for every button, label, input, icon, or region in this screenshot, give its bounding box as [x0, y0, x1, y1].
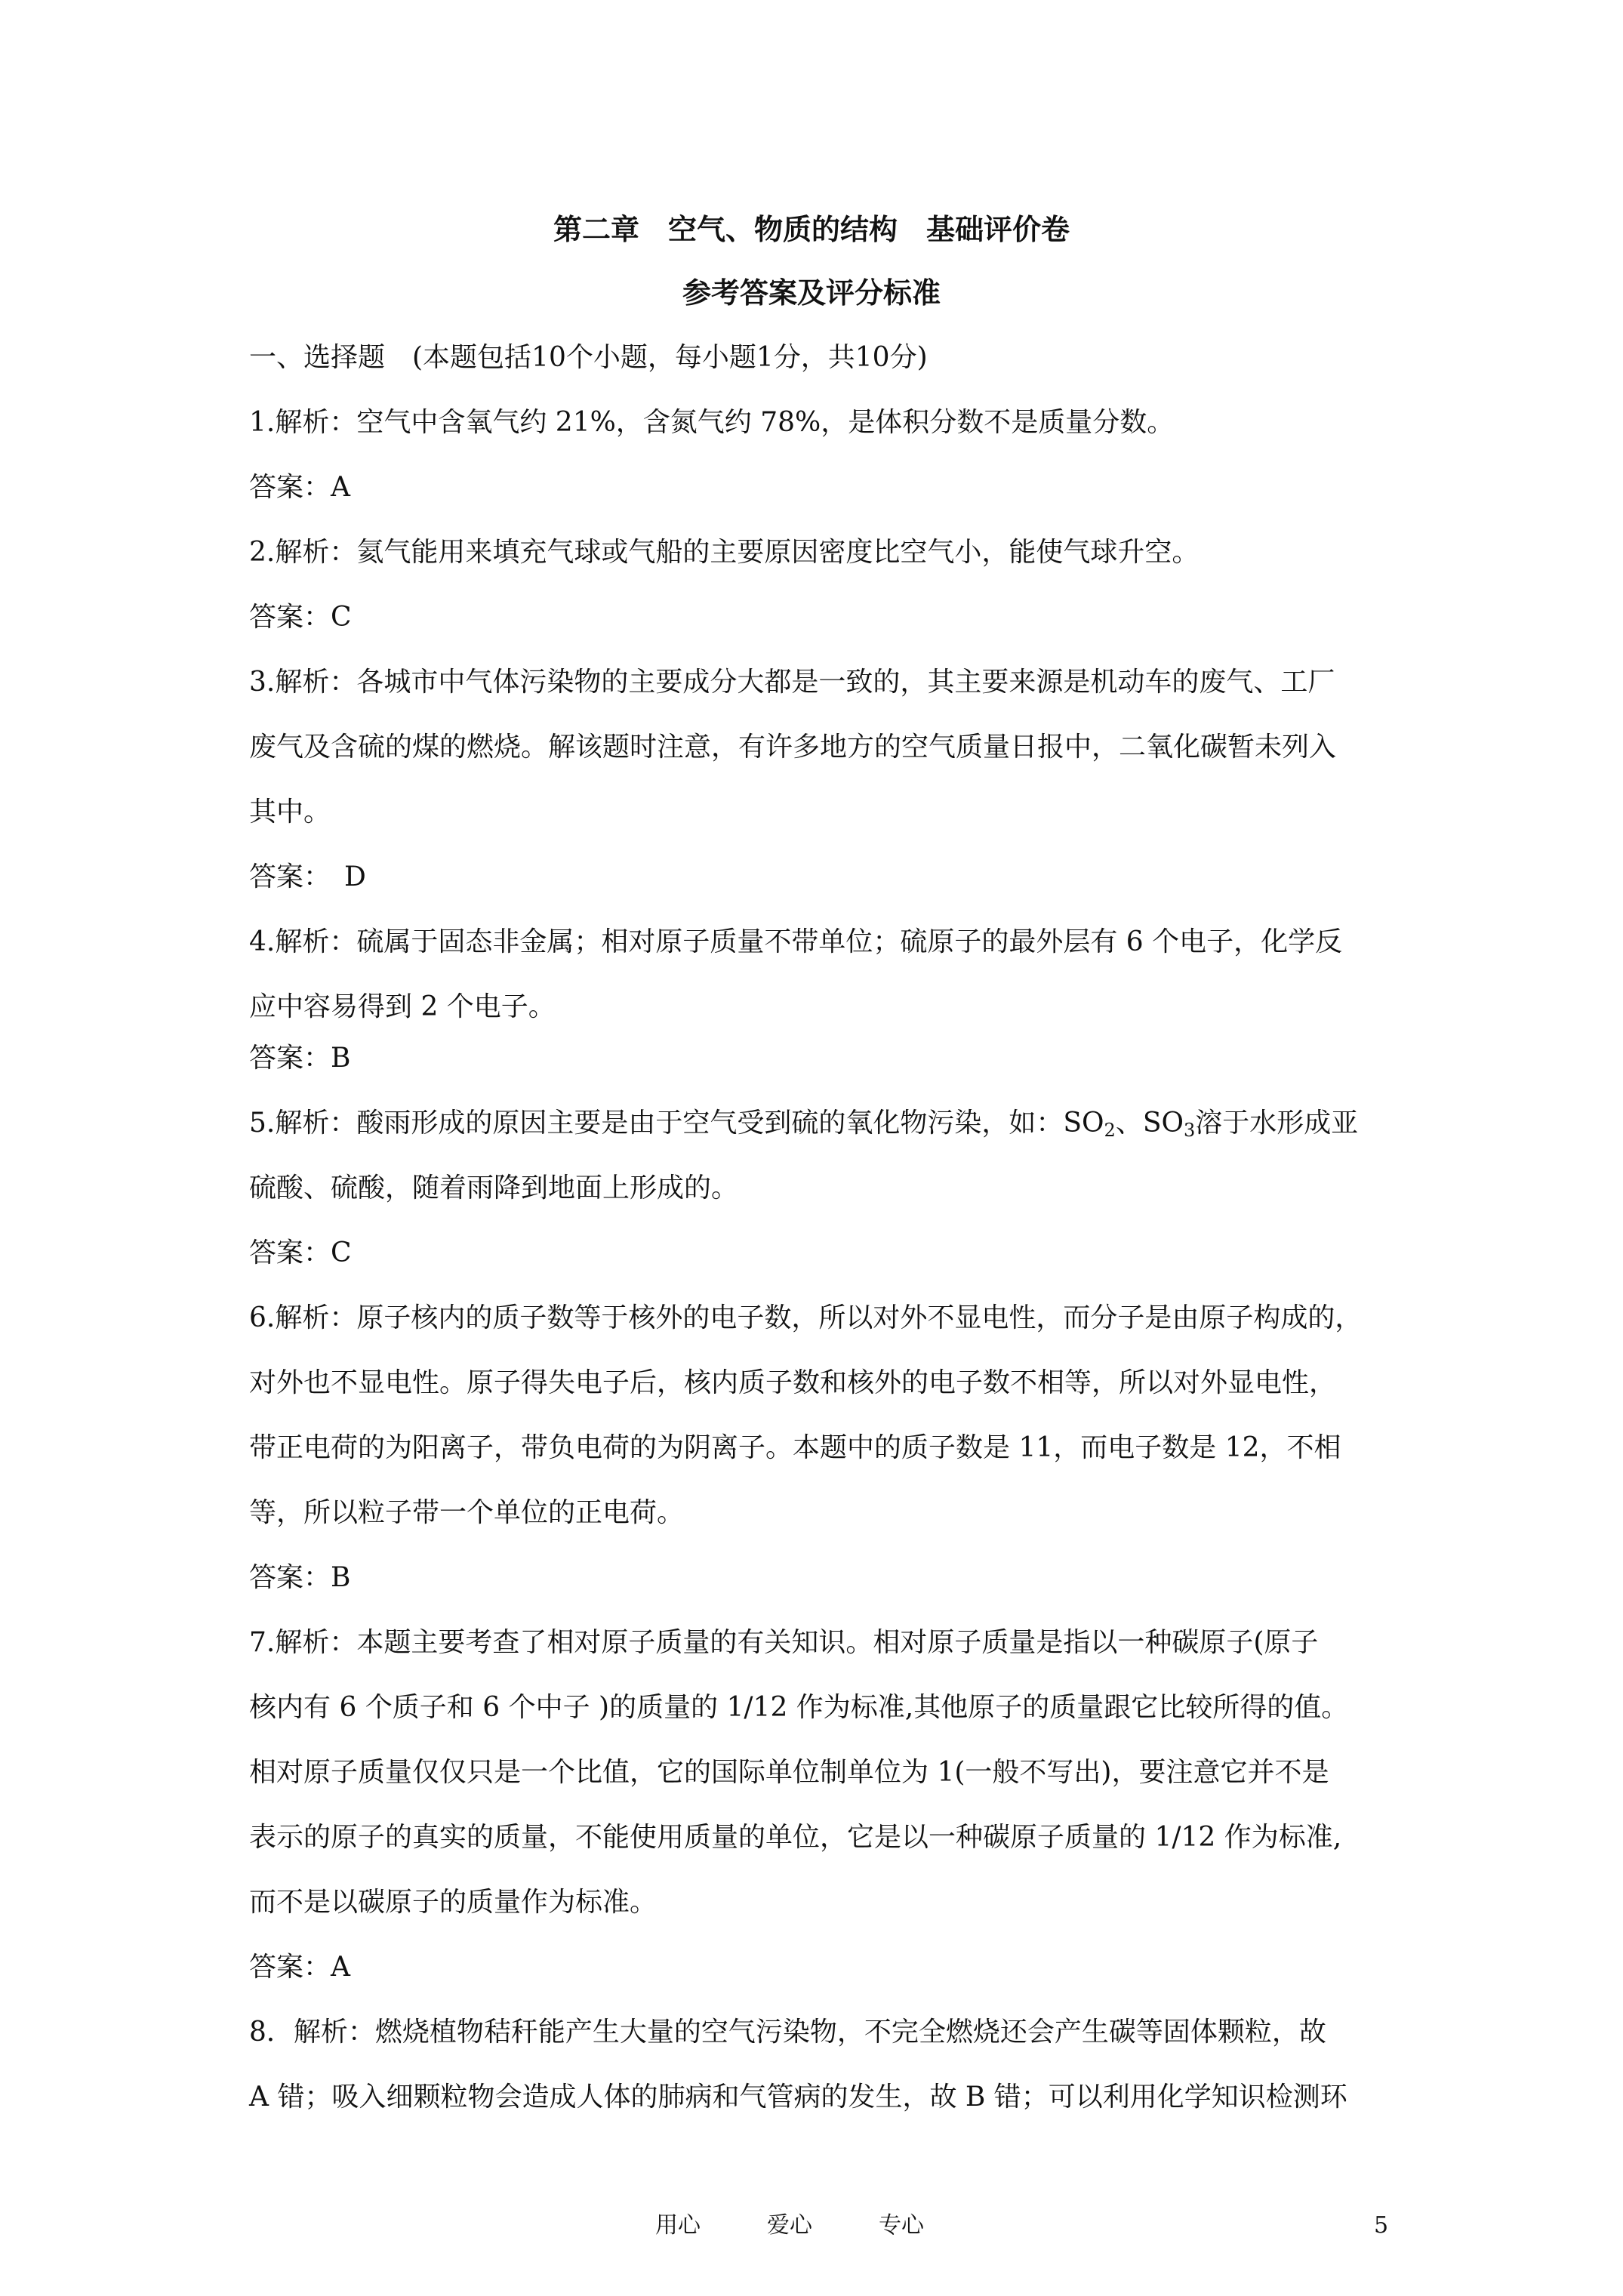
q7-answer: 答案：A	[249, 1952, 350, 1983]
q5-answer: 答案：C	[249, 1237, 352, 1268]
q6-answer: 答案：B	[249, 1562, 351, 1593]
q5-subscript: 2	[1104, 1120, 1116, 1141]
q2-explanation-line: 2.解析：氦气能用来填充气球或气船的主要原因密度比空气小，能使气球升空。	[249, 537, 1200, 568]
document-subtitle: 参考答案及评分标准	[682, 276, 941, 310]
footer-motto: 用心	[655, 2212, 701, 2239]
q1-explanation-line: 1.解析：空气中含氧气约 21%，含氮气约 78%，是体积分数不是质量分数。	[249, 407, 1175, 438]
section-heading: 一、选择题 (本题包括10个小题，每小题1分，共10分)	[249, 342, 928, 373]
q4-explanation-line: 应中容易得到 2 个电子。	[249, 991, 556, 1022]
q7-explanation-line: 7.解析：本题主要考查了相对原子质量的有关知识。相对原子质量是指以一种碳原子(原子	[249, 1627, 1319, 1658]
q3-explanation-line: 其中。	[249, 797, 331, 827]
footer-motto: 专心	[879, 2212, 924, 2239]
q6-explanation-line: 等，所以粒子带一个单位的正电荷。	[249, 1497, 685, 1528]
q2-answer: 答案：C	[249, 602, 352, 633]
q5-subscript: 3	[1184, 1120, 1196, 1141]
q7-explanation-line: 核内有 6 个质子和 6 个中子 )的质量的 1/12 作为标准,其他原子的质量跟它比较所得的值。	[249, 1692, 1349, 1723]
q4-answer: 答案：B	[249, 1043, 351, 1074]
q3-explanation-line: 废气及含硫的煤的燃烧。解该题时注意，有许多地方的空气质量日报中，二氧化碳暂未列入	[249, 732, 1337, 763]
q5-text-part: 溶于水形成亚	[1195, 1108, 1359, 1139]
q3-explanation-line: 3.解析：各城市中气体污染物的主要成分大都是一致的，其主要来源是机动车的废气、工厂	[249, 667, 1335, 698]
q7-explanation-line: 而不是以碳原子的质量作为标准。	[249, 1887, 658, 1918]
q3-answer: 答案： D	[249, 861, 366, 892]
q7-explanation-line: 相对原子质量仅仅只是一个比值，它的国际单位制单位为 1(一般不写出)，要注意它并不是	[249, 1757, 1329, 1788]
footer-motto: 爱心	[767, 2212, 812, 2239]
q5-text-part: 、SO	[1115, 1108, 1184, 1139]
q1-answer: 答案：A	[249, 472, 350, 503]
q6-explanation-line: 带正电荷的为阳离子，带负电荷的为阴离子。本题中的质子数是 11，而电子数是 12，不相	[249, 1432, 1341, 1463]
q8-explanation-line: 8．解析：燃烧植物秸秆能产生大量的空气污染物，不完全燃烧还会产生碳等固体颗粒，故	[249, 2017, 1326, 2048]
q5-text-part: 5.解析：酸雨形成的原因主要是由于空气受到硫的氧化物污染，如：SO	[249, 1108, 1104, 1139]
q7-explanation-line: 表示的原子的真实的质量，不能使用质量的单位，它是以一种碳原子质量的 1/12 作为标准,	[249, 1822, 1342, 1853]
q5-explanation-line: 硫酸、硫酸，随着雨降到地面上形成的。	[249, 1173, 739, 1203]
page-number: 5	[1374, 2212, 1389, 2239]
q8-explanation-line: A 错；吸入细颗粒物会造成人体的肺病和气管病的发生，故 B 错；可以利用化学知识检测环	[249, 2082, 1347, 2113]
q6-explanation-line: 6.解析：原子核内的质子数等于核外的电子数，所以对外不显电性，而分子是由原子构成的，	[249, 1302, 1363, 1333]
q5-explanation-line	[249, 1105, 1358, 1148]
document-title: 第二章 空气、物质的结构 基础评价卷	[553, 212, 1070, 246]
q6-explanation-line: 对外也不显电性。原子得失电子后，核内质子数和核外的电子数不相等，所以对外显电性，	[249, 1367, 1337, 1398]
q4-explanation-line: 4.解析：硫属于固态非金属；相对原子质量不带单位；硫原子的最外层有 6 个电子，化学反	[249, 926, 1343, 957]
